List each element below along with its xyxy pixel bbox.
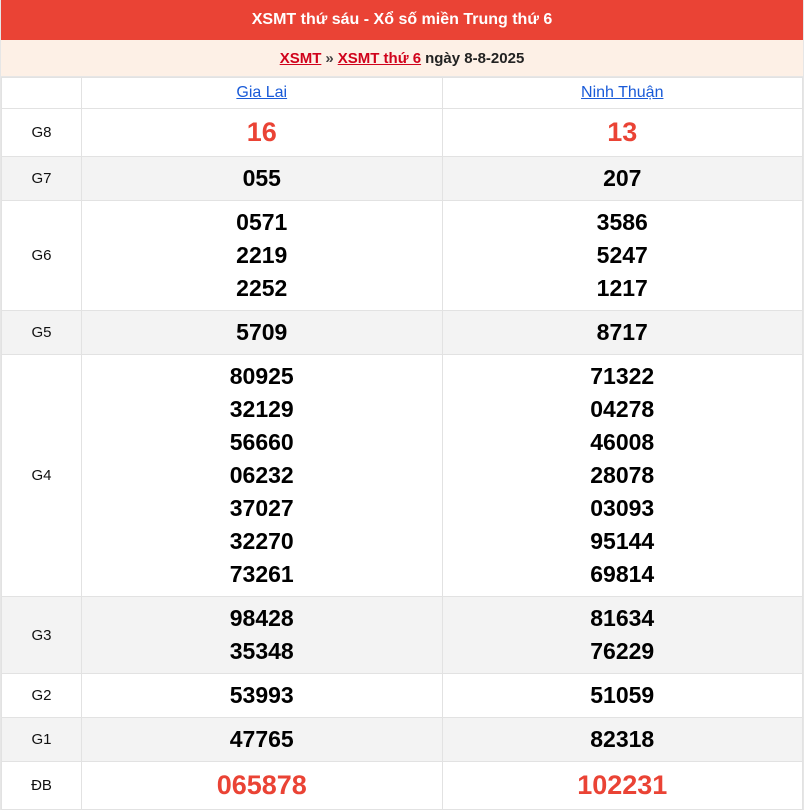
prize-number: 16 (246, 117, 277, 147)
prize-cell (442, 311, 803, 355)
prize-number: 3586 (596, 209, 648, 235)
prize-row-g8 (2, 109, 803, 157)
prize-cell (82, 718, 443, 762)
prize-row-g7 (2, 157, 803, 201)
prize-row-đb (2, 762, 803, 810)
prize-label: G5 (2, 311, 82, 355)
prize-cell (442, 355, 803, 597)
prize-number: 47765 (229, 726, 294, 752)
prize-number: 5709 (236, 319, 288, 345)
prize-number: 0571 (236, 209, 288, 235)
prize-number: 71322 (590, 363, 655, 389)
prize-label: G2 (2, 674, 82, 718)
corner-cell (2, 78, 82, 109)
prize-number: 5247 (596, 242, 648, 268)
prize-number: 8717 (596, 319, 648, 345)
prize-label: G8 (2, 109, 82, 157)
prize-number: 28078 (590, 462, 655, 488)
prize-rows (2, 109, 803, 810)
prize-number: 2219 (236, 242, 288, 268)
prize-number: 46008 (590, 429, 655, 455)
prize-cell (82, 311, 443, 355)
province-header-row (2, 78, 803, 109)
prize-number: 32129 (229, 396, 294, 422)
breadcrumb-separator: » (325, 49, 334, 67)
prize-row-g2 (2, 674, 803, 718)
prize-number: 51059 (590, 682, 655, 708)
prize-number: 065878 (216, 770, 307, 800)
prize-cell (82, 762, 443, 810)
prize-cell (442, 597, 803, 674)
prize-number: 03093 (590, 495, 655, 521)
page-title: XSMT thứ sáu - Xổ số miền Trung thứ 6 (1, 0, 803, 40)
prize-number: 1217 (596, 275, 648, 301)
prize-label: G1 (2, 718, 82, 762)
prize-row-g3 (2, 597, 803, 674)
prize-number: 98428 (229, 605, 294, 631)
prize-number: 32270 (229, 528, 294, 554)
prize-cell (82, 109, 443, 157)
prize-number: 35348 (229, 638, 294, 664)
prize-cell (82, 674, 443, 718)
prize-number: 69814 (590, 561, 655, 587)
prize-cell (442, 718, 803, 762)
prize-number: 13 (607, 117, 638, 147)
province-header-gia-lai (82, 78, 443, 109)
draw-date: ngày 8-8-2025 (425, 49, 525, 67)
province-link-ninh-thuan[interactable]: Ninh Thuận (581, 84, 664, 101)
prize-label: G7 (2, 157, 82, 201)
prize-row-g1 (2, 718, 803, 762)
prize-row-g4 (2, 355, 803, 597)
prize-number: 2252 (236, 275, 288, 301)
prize-row-g5 (2, 311, 803, 355)
prize-number: 95144 (590, 528, 655, 554)
prize-number: 80925 (229, 363, 294, 389)
prize-number: 04278 (590, 396, 655, 422)
prize-cell (442, 674, 803, 718)
prize-cell (442, 762, 803, 810)
prize-cell (82, 157, 443, 201)
prize-cell (442, 201, 803, 311)
prize-label: G3 (2, 597, 82, 674)
prize-label: ĐB (2, 762, 82, 810)
prize-number: 102231 (577, 770, 668, 800)
prize-cell (442, 157, 803, 201)
province-link-gia-lai[interactable]: Gia Lai (236, 84, 288, 101)
prize-number: 81634 (590, 605, 655, 631)
prize-number: 82318 (590, 726, 655, 752)
prize-cell (82, 355, 443, 597)
prize-number: 73261 (229, 561, 294, 587)
prize-number: 37027 (229, 495, 294, 521)
prize-label: G4 (2, 355, 82, 597)
prize-label: G6 (2, 201, 82, 311)
prize-cell (82, 597, 443, 674)
prize-number: 56660 (229, 429, 294, 455)
prize-number: 53993 (229, 682, 294, 708)
breadcrumb-link-xsmt[interactable]: XSMT (279, 49, 322, 67)
prize-row-g6 (2, 201, 803, 311)
breadcrumb-link-xsmt-thu-6[interactable]: XSMT thứ 6 (337, 49, 422, 67)
prize-number: 06232 (229, 462, 294, 488)
results-table (1, 77, 803, 810)
province-header-ninh-thuan (442, 78, 803, 109)
prize-number: 207 (603, 165, 642, 191)
prize-cell (82, 201, 443, 311)
breadcrumb (1, 40, 803, 77)
prize-cell (442, 109, 803, 157)
prize-number: 76229 (590, 638, 655, 664)
prize-number: 055 (242, 165, 281, 191)
